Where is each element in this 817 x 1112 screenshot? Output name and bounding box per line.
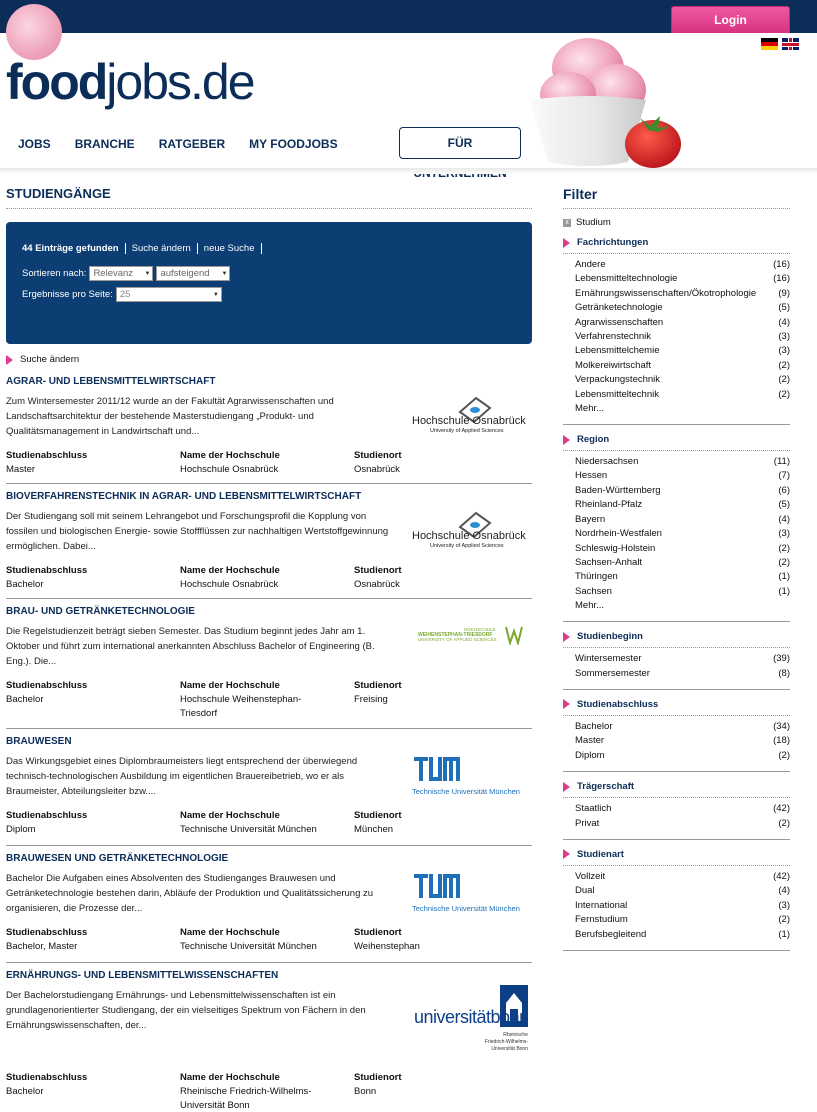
arrow-icon xyxy=(563,699,570,709)
filter-option-label: Sommersemester xyxy=(575,667,650,679)
filter-option[interactable] xyxy=(563,667,790,681)
entry-title[interactable]: BRAUWESEN xyxy=(6,736,72,747)
place-header: Studienort xyxy=(354,927,402,938)
degree-header: Studienabschluss xyxy=(6,1072,88,1083)
order-select[interactable]: aufsteigend ▼ xyxy=(156,266,230,281)
university-logo xyxy=(412,395,532,436)
filter-group-title[interactable] xyxy=(563,699,790,716)
filter-option-label: Vollzeit xyxy=(575,870,606,882)
filter-option-label: Privat xyxy=(575,817,600,829)
list-item xyxy=(6,484,532,599)
filter-option-label: Sachsen-Anhalt xyxy=(575,556,643,568)
arrow-icon xyxy=(563,849,570,859)
filter-option[interactable] xyxy=(563,652,790,666)
filter-option[interactable] xyxy=(563,802,790,816)
filter-option-count: (8) xyxy=(778,667,790,679)
filter-option-count: (18) xyxy=(773,735,790,747)
filter-option-label: Baden-Württemberg xyxy=(575,484,661,496)
degree-value: Bachelor, Master xyxy=(6,941,78,952)
filter-option-label: Bayern xyxy=(575,513,606,525)
filter-option[interactable] xyxy=(563,527,790,541)
login-button[interactable]: Login xyxy=(671,6,790,33)
filter-group-label: Trägerschaft xyxy=(577,781,635,793)
place-header: Studienort xyxy=(354,810,402,821)
entry-title[interactable]: ERNÄHRUNGS- UND LEBENSMITTELWISSENSCHAFTEN xyxy=(6,970,279,981)
entry-details xyxy=(6,926,532,954)
arrow-icon xyxy=(563,435,570,445)
list-item xyxy=(6,369,532,484)
place-value: Osnabrück xyxy=(354,464,400,475)
filter-option[interactable] xyxy=(563,373,790,387)
filter-option[interactable] xyxy=(563,720,790,734)
entry-details xyxy=(6,1071,532,1112)
filter-option-count: (2) xyxy=(778,374,790,386)
logo-text: Hochschule Osnabrück xyxy=(412,530,526,542)
school-value: Rheinische Friedrich-Wilhelms-Universität Bonn xyxy=(180,1086,312,1111)
filter-option-count: (3) xyxy=(778,528,790,540)
filter-option-label: Verpackungstechnik xyxy=(575,374,661,386)
filter-group-title[interactable] xyxy=(563,237,790,254)
active-filter-label: Studium xyxy=(576,217,611,228)
results-count: 44 Einträge gefunden xyxy=(22,243,126,254)
filter-option-label: Bachelor xyxy=(575,720,613,732)
filter-option-label: Lebensmitteltechnik xyxy=(575,388,659,400)
filter-group-label: Studienart xyxy=(577,848,624,860)
filter-option[interactable] xyxy=(563,316,790,330)
per-page-label: Ergebnisse pro Seite: xyxy=(22,289,113,300)
filter-option[interactable] xyxy=(563,884,790,898)
filter-option-count: (16) xyxy=(773,273,790,285)
filter-option-count: (6) xyxy=(778,484,790,496)
university-logo xyxy=(412,872,532,913)
filter-option[interactable] xyxy=(563,928,790,942)
logo-subtext: University of Applied Sciences xyxy=(430,428,504,434)
filter-option[interactable] xyxy=(563,556,790,570)
place-header: Studienort xyxy=(354,1072,402,1083)
entry-title[interactable]: AGRAR- UND LEBENSMITTELWIRTSCHAFT xyxy=(6,376,216,387)
entry-details xyxy=(6,679,532,721)
degree-value: Diplom xyxy=(6,824,36,835)
filter-option-label: Hessen xyxy=(575,470,608,482)
degree-header: Studienabschluss xyxy=(6,810,88,821)
degree-header: Studienabschluss xyxy=(6,450,88,461)
degree-value: Bachelor xyxy=(6,1086,44,1097)
degree-value: Bachelor xyxy=(6,579,44,590)
filter-option-label: Niedersachsen xyxy=(575,456,639,468)
main-nav xyxy=(18,137,362,151)
entry-details xyxy=(6,449,532,477)
filter-option-label: Rheinland-Pfalz xyxy=(575,499,643,511)
change-search-link[interactable]: Suche ändern xyxy=(132,243,198,254)
entry-title[interactable]: BRAU- UND GETRÄNKETECHNOLOGIE xyxy=(6,606,195,617)
school-header: Name der Hochschule xyxy=(180,680,280,691)
filter-option-count: (2) xyxy=(778,359,790,371)
filter-option-count: (1) xyxy=(778,571,790,583)
filter-option[interactable] xyxy=(563,469,790,483)
filter-option[interactable] xyxy=(563,272,790,286)
filter-option-count: (5) xyxy=(778,499,790,511)
filter-option-label: Molkereiwirtschaft xyxy=(575,359,652,371)
filter-option-count: (2) xyxy=(778,749,790,761)
filter-group xyxy=(563,237,790,425)
logo-subtext-1: Rheinische xyxy=(503,1032,528,1038)
filter-option-label: Getränketechnologie xyxy=(575,302,663,314)
filter-option-count: (4) xyxy=(778,316,790,328)
company-button[interactable]: FÜR xyxy=(399,127,521,159)
school-value: Technische Universität München xyxy=(180,824,317,835)
filter-option-label: Diplom xyxy=(575,749,605,761)
filter-option-count: (3) xyxy=(778,899,790,911)
filter-group xyxy=(563,699,790,772)
logo-bold: food xyxy=(6,54,107,110)
new-search-link[interactable]: neue Suche xyxy=(204,243,262,254)
filter-option-label: Schleswig-Holstein xyxy=(575,542,656,554)
filter-group-label: Studienabschluss xyxy=(577,698,659,710)
filter-option[interactable] xyxy=(563,542,790,556)
filter-option-count: (2) xyxy=(778,542,790,554)
filter-option-count: (3) xyxy=(778,345,790,357)
logo-text: universitätbonn xyxy=(414,1007,529,1027)
school-value: Technische Universität München xyxy=(180,941,317,952)
filter-option-label: Master xyxy=(575,735,605,747)
arrow-icon xyxy=(563,238,570,248)
filter-option-label: Wintersemester xyxy=(575,653,642,665)
filter-option[interactable] xyxy=(563,870,790,884)
filter-option-label: Andere xyxy=(575,259,606,270)
change-search-link-bottom[interactable] xyxy=(6,354,532,365)
arrow-icon xyxy=(6,355,13,365)
filter-option[interactable] xyxy=(563,301,790,315)
filter-option[interactable] xyxy=(563,344,790,358)
filter-option[interactable] xyxy=(563,899,790,913)
list-item xyxy=(6,729,532,846)
filter-groups xyxy=(563,237,790,951)
entry-details xyxy=(6,809,532,837)
filter-option[interactable] xyxy=(563,585,790,599)
university-logo xyxy=(412,755,532,796)
place-value: Weihenstephan xyxy=(354,941,420,952)
header-divider xyxy=(0,168,817,174)
filter-option-label: Staatlich xyxy=(575,803,612,815)
filter-option-count: (9) xyxy=(778,287,790,299)
filter-option-count: (1) xyxy=(778,585,790,597)
list-item xyxy=(6,599,532,729)
filter-option-label: Lebensmitteltechnologie xyxy=(575,273,678,285)
list-item xyxy=(6,963,532,1112)
tum-logo-icon xyxy=(412,872,462,900)
logo-subtext: WEIHENSTEPHAN-TRIESDORF xyxy=(418,632,493,638)
filter-option[interactable] xyxy=(563,913,790,927)
results-list xyxy=(6,369,532,1112)
place-value: Freising xyxy=(354,694,388,705)
filter-group-title[interactable] xyxy=(563,849,790,866)
school-header: Name der Hochschule xyxy=(180,927,280,938)
entry-description: Zum Wintersemester 2011/12 wurde an der Fakultät Agrarwissenschaften und Landschaftsarchitektur der bestehende Masterstudiengang „Produkt- und Qualitätsmanagement in Landwirtschaft und... xyxy=(6,396,334,437)
filter-sidebar xyxy=(563,186,790,960)
filter-option[interactable] xyxy=(563,484,790,498)
filter-option-count: (4) xyxy=(778,885,790,897)
arrow-icon xyxy=(563,782,570,792)
filter-group-label: Studienbeginn xyxy=(577,631,643,643)
sort-select[interactable]: Relevanz ▼ xyxy=(89,266,153,281)
filter-option-count: (39) xyxy=(773,653,790,665)
logo-subtext-2: UNIVERSITY OF APPLIED SCIENCES xyxy=(418,637,497,642)
filter-option-count: (7) xyxy=(778,470,790,482)
school-header: Name der Hochschule xyxy=(180,450,280,461)
english-flag-icon[interactable] xyxy=(782,38,799,50)
filter-option[interactable] xyxy=(563,734,790,748)
university-logo xyxy=(412,510,532,551)
degree-value: Bachelor xyxy=(6,694,44,705)
filter-option[interactable] xyxy=(563,455,790,469)
filter-option-count: (42) xyxy=(773,803,790,815)
logo-light: jobs.de xyxy=(106,54,254,110)
per-page-select[interactable]: 25 ▼ xyxy=(116,287,222,302)
filter-option-label: Fernstudium xyxy=(575,914,628,926)
place-value: Osnabrück xyxy=(354,579,400,590)
filter-option-label: Ernährungswissenschaften/Ökotrophologie xyxy=(575,287,757,299)
sort-label: Sortieren nach: xyxy=(22,268,87,279)
entry-title[interactable]: BRAUWESEN UND GETRÄNKETECHNOLOGIE xyxy=(6,853,229,864)
degree-value: Master xyxy=(6,464,36,475)
filter-option-count: (11) xyxy=(773,456,790,468)
degree-header: Studienabschluss xyxy=(6,927,88,938)
place-header: Studienort xyxy=(354,680,402,691)
filter-option-count: (2) xyxy=(778,388,790,400)
filter-group-title[interactable] xyxy=(563,434,790,451)
filter-group xyxy=(563,781,790,840)
place-value: Bonn xyxy=(354,1086,377,1097)
filter-option-label: Dual xyxy=(575,885,595,897)
filter-option-label: Agrarwissenschaften xyxy=(575,316,664,328)
place-value: München xyxy=(354,824,394,835)
filter-group xyxy=(563,434,790,622)
nav-my-foodjobs[interactable]: MY FOODJOBS xyxy=(249,137,338,151)
filter-option[interactable] xyxy=(563,498,790,512)
nav-jobs[interactable]: JOBS xyxy=(18,137,51,151)
active-filter xyxy=(563,217,790,228)
more-link[interactable]: Mehr... xyxy=(575,600,605,612)
list-item xyxy=(6,846,532,963)
german-flag-icon[interactable] xyxy=(761,38,778,50)
filter-group xyxy=(563,849,790,951)
school-header: Name der Hochschule xyxy=(180,565,280,576)
filter-option-count: (5) xyxy=(778,302,790,314)
filter-option-label: Berufsbegleitend xyxy=(575,928,647,940)
arrow-icon xyxy=(563,632,570,642)
filter-group xyxy=(563,631,790,690)
logo-text: Technische Universität München xyxy=(412,904,520,913)
filter-option-label: Lebensmittelchemie xyxy=(575,345,660,357)
filter-option-count: (3) xyxy=(778,331,790,343)
page-title: STUDIENGÄNGE xyxy=(6,186,532,209)
filter-group-label: Fachrichtungen xyxy=(577,237,649,248)
entry-title[interactable]: BIOVERFAHRENSTECHNIK IN AGRAR- UND LEBENSMITTELWIRTSCHAFT xyxy=(6,491,362,502)
filter-option[interactable] xyxy=(563,287,790,301)
filter-option-count: (4) xyxy=(778,513,790,525)
search-summary-box xyxy=(6,222,532,344)
entry-description: Der Studiengang soll mit seinem Lehrangebot und Forschungsprofil die Kopplung von fossilen und biologischen Energie- sowie Stoffflüssen zur nachhaltigen Wertstoffgewinnung ermöglichen. Dabei... xyxy=(6,511,389,552)
filter-option-count: (16) xyxy=(773,259,790,270)
filter-option-count: (2) xyxy=(778,914,790,926)
entry-description: Der Bachelorstudiengang Ernährungs- und Lebensmittelwissenschaften ist ein grundlagenorientierter Studiengang, der ein vielseitiges Spektrum von Fächern in den Ernährungswissenschaften, der... xyxy=(6,990,366,1031)
remove-filter-icon[interactable]: x xyxy=(563,219,571,227)
filter-option-label: International xyxy=(575,899,628,911)
entry-description: Das Wirkungsgebiet eines Diplombraumeisters liegt entsprechend der überwiegend technisch-technologischen Ausbildung im eigentlichen Brauereibetrieb, wo er als Braumeister, Abteilungsleiter bzw.... xyxy=(6,756,358,797)
change-search-label: Suche ändern xyxy=(20,354,80,365)
filter-option-label: Verfahrenstechnik xyxy=(575,331,652,343)
filter-group-title[interactable] xyxy=(563,631,790,648)
filter-option-label: Sachsen xyxy=(575,585,612,597)
filter-option[interactable] xyxy=(563,817,790,831)
tum-logo-icon xyxy=(412,755,462,783)
filter-option[interactable] xyxy=(563,749,790,763)
filter-option[interactable] xyxy=(563,570,790,584)
filter-option-label: Thüringen xyxy=(575,571,618,583)
logo-subtext xyxy=(485,1032,528,1053)
filter-option[interactable] xyxy=(563,330,790,344)
filter-option-count: (34) xyxy=(773,720,790,732)
filter-option[interactable] xyxy=(563,513,790,527)
filter-option[interactable] xyxy=(563,388,790,402)
filter-option-count: (42) xyxy=(773,870,790,882)
ice-cream-bowl-image xyxy=(528,22,688,172)
filter-group-title[interactable] xyxy=(563,781,790,798)
logo-subtext-2: Friedrich-Wilhelms- xyxy=(484,1039,528,1045)
degree-header: Studienabschluss xyxy=(6,680,88,691)
entry-description: Die Regelstudienzeit beträgt sieben Semester. Das Studium beginnt jedes Jahr am 1. Oktober und führt zum international anerkannten Abschluss Bachelor of Engineering (B. Eng.). Die... xyxy=(6,626,375,667)
filter-option[interactable] xyxy=(563,359,790,373)
main-content xyxy=(6,186,532,1112)
site-logo[interactable] xyxy=(6,52,254,112)
filter-option-count: (1) xyxy=(778,928,790,940)
school-header: Name der Hochschule xyxy=(180,810,280,821)
logo-text: Hochschule Osnabrück xyxy=(412,415,526,427)
school-header: Name der Hochschule xyxy=(180,1072,280,1083)
language-switcher xyxy=(761,38,799,50)
school-value: Hochschule Osnabrück xyxy=(180,464,279,475)
filter-option-count: (2) xyxy=(778,556,790,568)
filter-option-count: (2) xyxy=(778,817,790,829)
entry-details xyxy=(6,564,532,592)
entry-description: Bachelor Die Aufgaben eines Absolventen des Studienganges Brauwesen und Getränketechnologie bestehen darin, Abläufe der Produktion und Qualitätssicherung zu organisieren, die Prozesse der... xyxy=(6,873,374,914)
filter-option[interactable] xyxy=(563,258,790,272)
degree-header: Studienabschluss xyxy=(6,565,88,576)
filter-option-label: Nordrhein-Westfalen xyxy=(575,528,662,540)
logo-text: Technische Universität München xyxy=(412,787,520,796)
nav-ratgeber[interactable]: RATGEBER xyxy=(158,137,226,151)
weihenstephan-logo-icon xyxy=(504,625,524,645)
place-header: Studienort xyxy=(354,450,402,461)
logo-subtext-3: Universität Bonn xyxy=(491,1046,528,1052)
nav-branche[interactable]: BRANCHE xyxy=(74,137,135,151)
school-value: Hochschule Osnabrück xyxy=(180,579,279,590)
logo-text: HOCHSCHULE xyxy=(464,627,496,632)
logo-subtext: University of Applied Sciences xyxy=(430,543,504,549)
filter-title: Filter xyxy=(563,186,790,209)
school-value: Hochschule Weihenstephan-Triesdorf xyxy=(180,694,302,719)
filter-group-label: Region xyxy=(577,434,610,446)
more-link[interactable]: Mehr... xyxy=(575,403,605,415)
place-header: Studienort xyxy=(354,565,402,576)
